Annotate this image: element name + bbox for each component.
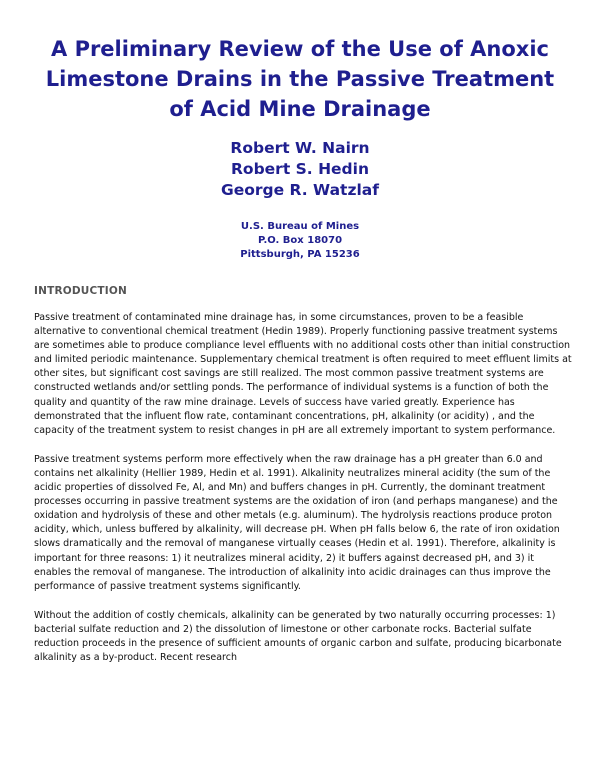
affiliation-block [150,220,450,262]
author-name: Robert W. Nairn [230,139,370,157]
affiliation-line: P.O. Box 18070 [257,235,343,246]
title-line-3: of Acid Mine Drainage [169,97,431,121]
author-list [100,138,500,201]
paper-title [20,34,580,124]
affiliation-line: U.S. Bureau of Mines [240,221,360,232]
title-line-1: A Preliminary Review of the Use of Anoxic [51,37,549,61]
section-heading: INTRODUCTION [34,285,127,297]
body-paragraph: Passive treatment of contaminated mine drainage has, in some circumstances, proven to be a feasible alternative to conventional chemical treatment (Hedin 1989). Properly functioning passive treatment systems are sometimes able to produce compliance level effluents with no additional costs other than initial construction and limited periodic maintenance. Supplementary chemical treatment is often required to meet effluent limits at other sites, but significant cost savings are still realized. The most common passive treatment systems are constructed wetlands and/or settling ponds. The performance of individual systems is a function of both the quality and quantity of the raw mine drainage. Levels of success have varied greatly. Experience has demonstrated that the influent flow rate, contaminant concentrations, pH, alkalinity (or acidity) , and the capacity of the treatment system to resist changes in pH are all extremely important to system performance. [34,312,572,436]
body-text [34,311,572,680]
affiliation-line: Pittsburgh, PA 15236 [240,249,360,260]
author-name: Robert S. Hedin [230,160,370,178]
body-paragraph: Passive treatment systems perform more effectively when the raw drainage has a pH greater than 6.0 and contains net alkalinity (Hellier 1989, Hedin et al. 1991). Alkalinity neutralizes mineral acidity (the sum of the acidic properties of dissolved Fe, Al, and Mn) and buffers changes in pH. Currently, the dominant treatment processes occurring in passive treatment systems are the oxidation of iron (and perhaps manganese) and the oxidation and hydrolysis of these and other metals (e.g. aluminum). The hydrolysis reactions produce proton acidity, which, unless buffered by alkalinity, will decrease pH. When pH falls below 6, the rate of iron oxidation slows dramatically and the removal of manganese virtually ceases (Hedin et al. 1991). Therefore, alkalinity is important for three reasons: 1) it neutralizes mineral acidity, 2) it buffers against decreased pH, and 3) it enables the removal of manganese. The introduction of alkalinity into acidic drainages can thus improve the performance of passive treatment systems significantly. [34,453,560,592]
body-paragraph: Without the addition of costly chemicals, alkalinity can be generated by two naturally occurring processes: 1) bacterial sulfate reduction and 2) the dissolution of limestone or other carbonate rocks. Bacterial sulfate reduction proceeds in the presence of sufficient amounts of organic carbon and sulfate, producing bicarbonate alkalinity as a by-product. Recent research [34,609,562,664]
title-line-2: Limestone Drains in the Passive Treatment [45,67,555,91]
author-name: George R. Watzlaf [221,181,379,199]
